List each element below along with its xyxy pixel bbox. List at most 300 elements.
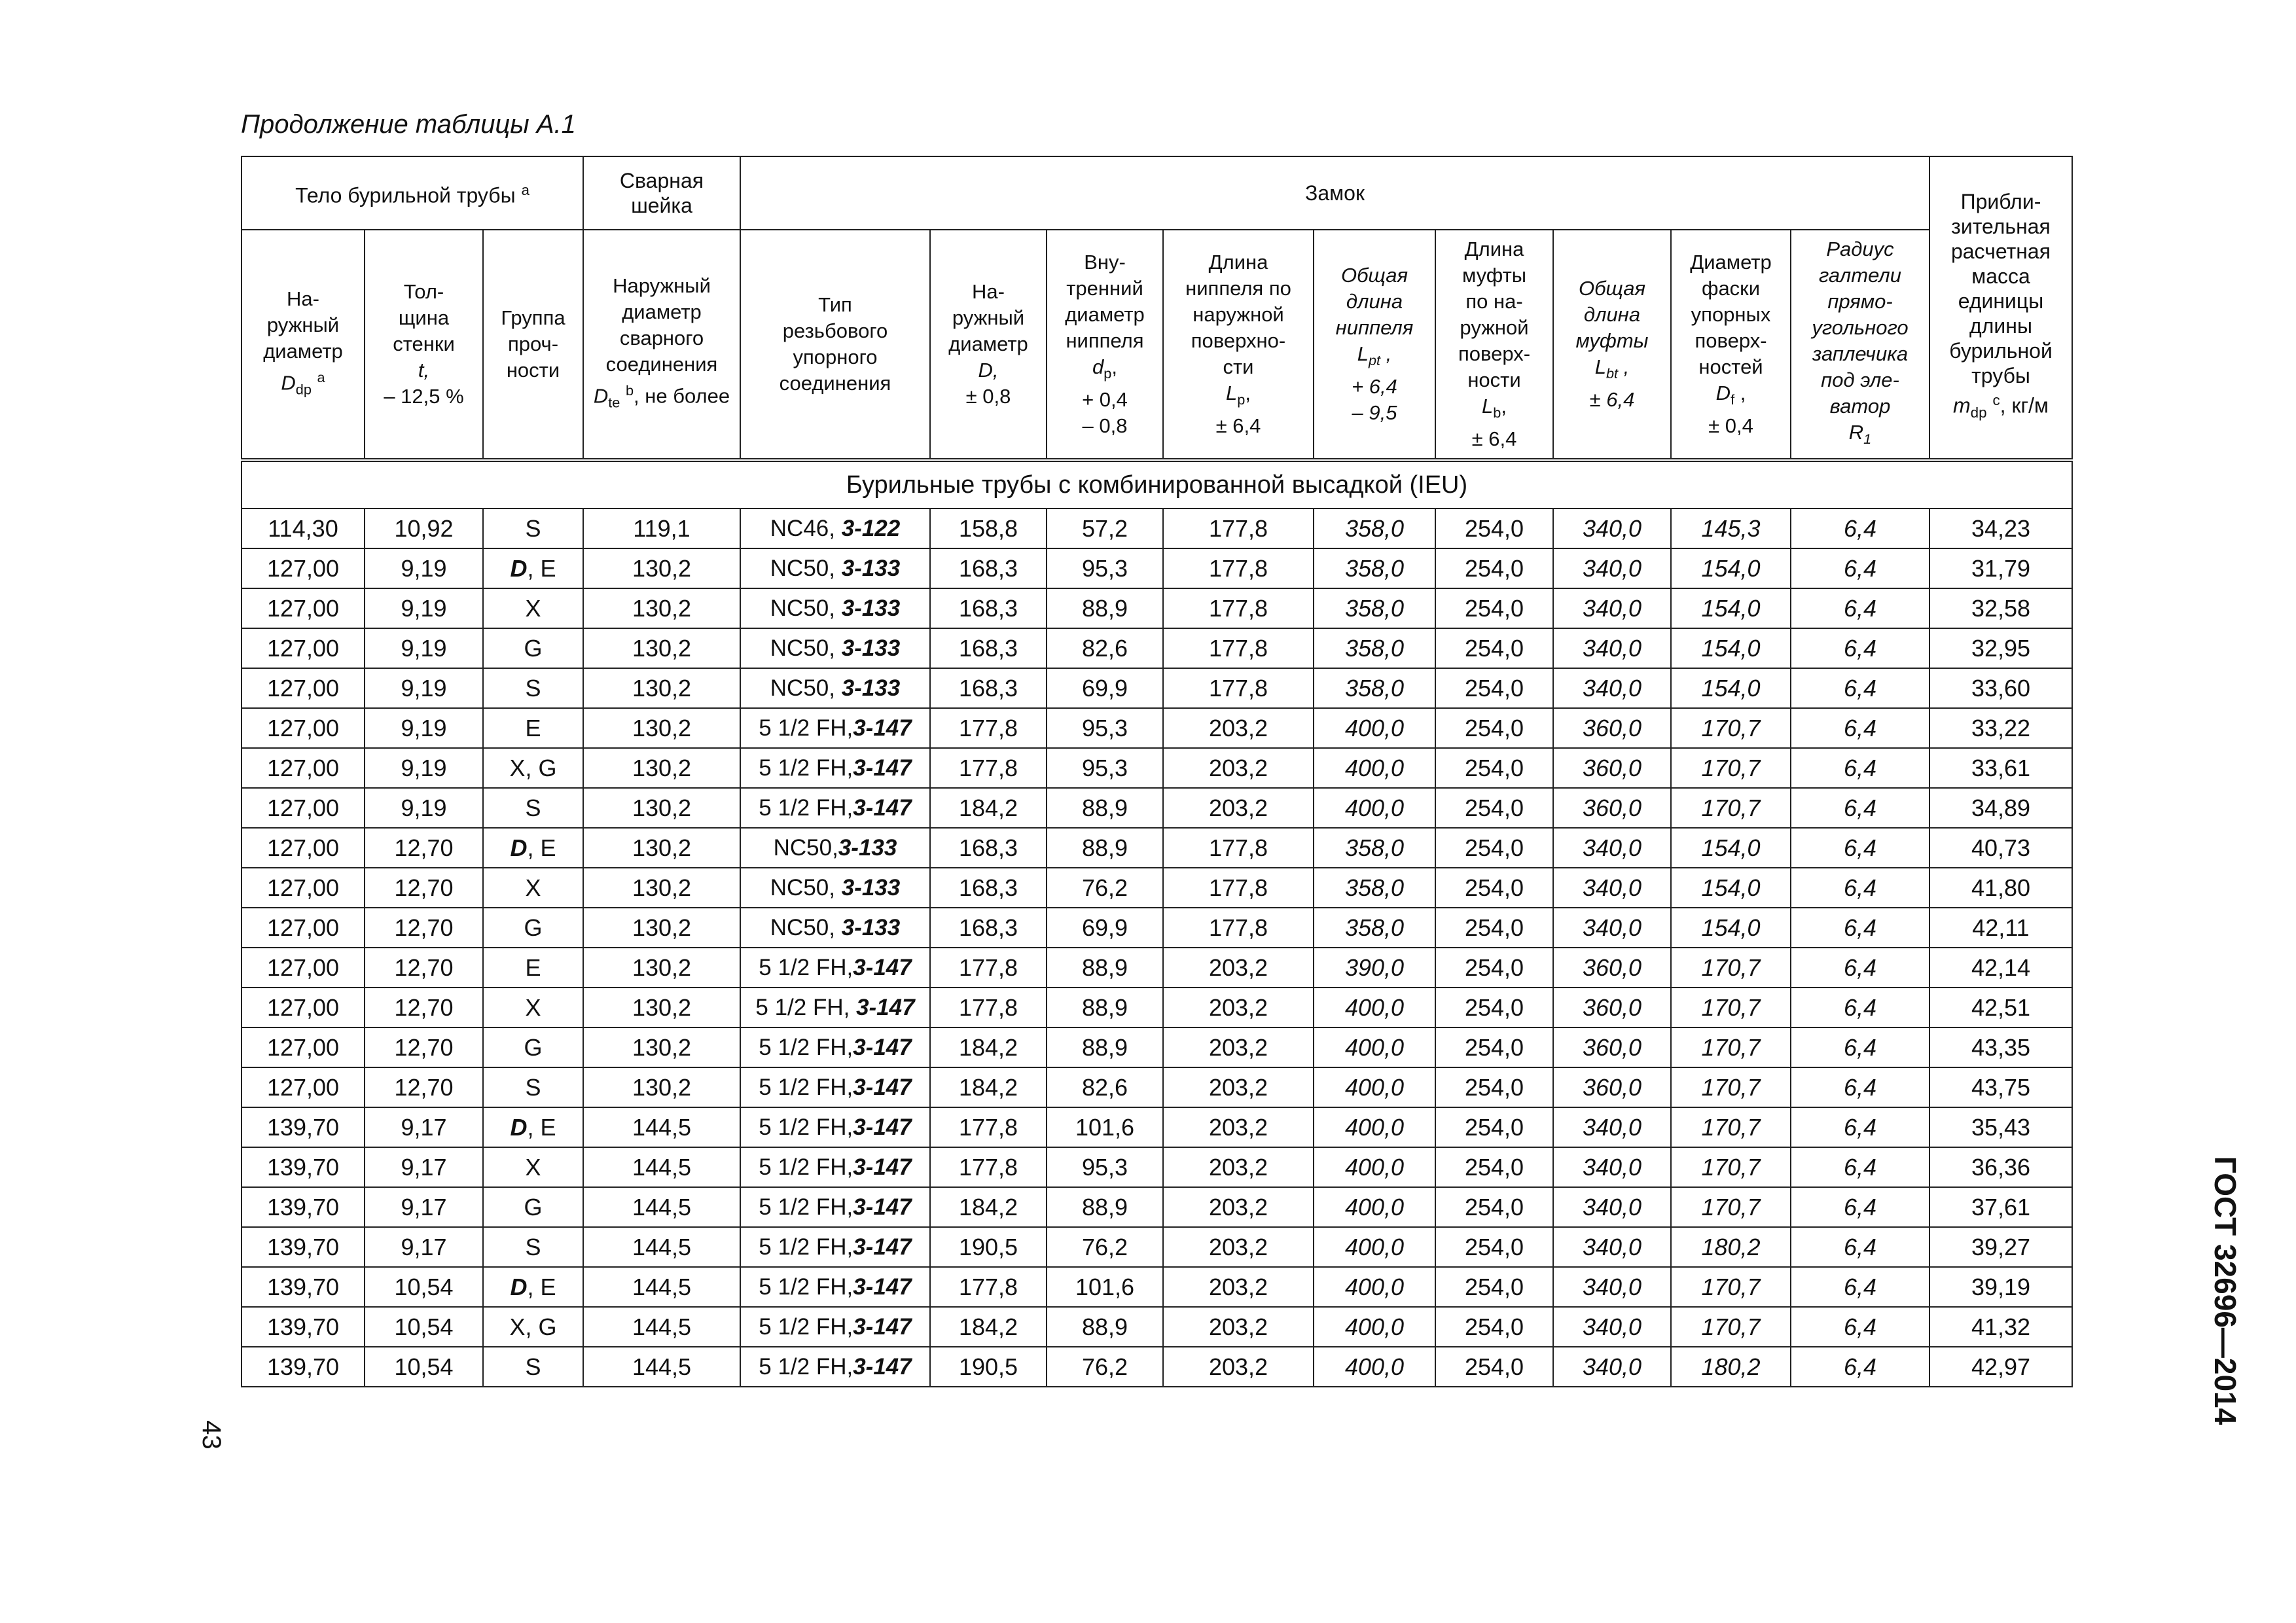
cell-bevel-diameter: 170,7 <box>1671 1027 1791 1067</box>
cell-lock-diameter: 168,3 <box>930 668 1047 708</box>
cell-wall-thickness: 9,17 <box>365 1187 483 1227</box>
cell-pin-total-length: 358,0 <box>1314 668 1435 708</box>
cell-mass: 42,97 <box>1929 1347 2072 1387</box>
cell-inner-diameter: 88,9 <box>1047 1187 1163 1227</box>
cell-pin-total-length: 358,0 <box>1314 508 1435 548</box>
cell-box-total-length: 340,0 <box>1553 908 1671 948</box>
header-thread-type: Тип резьбового упорного соединения <box>740 230 930 460</box>
table-row <box>242 1307 2072 1347</box>
cell-thread-type: 5 1/2 FH,3-147 <box>740 1227 930 1267</box>
cell-pin-total-length: 400,0 <box>1314 1107 1435 1147</box>
cell-fillet-radius: 6,4 <box>1791 908 1929 948</box>
header-strength-group: Группа проч- ности <box>483 230 583 460</box>
cell-box-total-length: 340,0 <box>1553 1267 1671 1307</box>
cell-box-total-length: 340,0 <box>1553 1307 1671 1347</box>
cell-mass: 33,61 <box>1929 748 2072 788</box>
cell-strength-group: G <box>483 1187 583 1227</box>
cell-bevel-diameter: 170,7 <box>1671 1187 1791 1227</box>
cell-box-length: 254,0 <box>1435 708 1553 748</box>
cell-box-length: 254,0 <box>1435 828 1553 868</box>
cell-box-total-length: 360,0 <box>1553 948 1671 988</box>
cell-strength-group: S <box>483 668 583 708</box>
table-row <box>242 508 2072 548</box>
cell-bevel-diameter: 154,0 <box>1671 548 1791 588</box>
cell-pin-length: 177,8 <box>1163 508 1314 548</box>
cell-bevel-diameter: 154,0 <box>1671 868 1791 908</box>
cell-thread-type: NC50, 3-133 <box>740 668 930 708</box>
cell-inner-diameter: 82,6 <box>1047 628 1163 668</box>
cell-box-total-length: 340,0 <box>1553 1347 1671 1387</box>
cell-mass: 32,95 <box>1929 628 2072 668</box>
cell-lock-diameter: 168,3 <box>930 828 1047 868</box>
cell-pin-total-length: 400,0 <box>1314 988 1435 1027</box>
cell-wall-thickness: 9,19 <box>365 748 483 788</box>
cell-mass: 37,61 <box>1929 1187 2072 1227</box>
cell-lock-diameter: 177,8 <box>930 748 1047 788</box>
cell-weld-diameter: 130,2 <box>583 868 740 908</box>
cell-mass: 42,11 <box>1929 908 2072 948</box>
cell-strength-group: D, E <box>483 1107 583 1147</box>
table-row <box>242 588 2072 628</box>
cell-weld-diameter: 130,2 <box>583 1027 740 1067</box>
cell-bevel-diameter: 170,7 <box>1671 1067 1791 1107</box>
cell-weld-diameter: 130,2 <box>583 948 740 988</box>
cell-thread-type: NC50, 3-133 <box>740 908 930 948</box>
cell-inner-diameter: 88,9 <box>1047 588 1163 628</box>
cell-pin-length: 177,8 <box>1163 828 1314 868</box>
cell-strength-group: G <box>483 628 583 668</box>
cell-strength-group: D, E <box>483 1267 583 1307</box>
cell-outer-diameter: 127,00 <box>242 708 365 748</box>
cell-fillet-radius: 6,4 <box>1791 828 1929 868</box>
cell-outer-diameter: 114,30 <box>242 508 365 548</box>
cell-weld-diameter: 130,2 <box>583 588 740 628</box>
cell-bevel-diameter: 180,2 <box>1671 1227 1791 1267</box>
cell-box-total-length: 340,0 <box>1553 628 1671 668</box>
cell-wall-thickness: 9,17 <box>365 1227 483 1267</box>
cell-box-total-length: 340,0 <box>1553 1227 1671 1267</box>
cell-thread-type: 5 1/2 FH,3-147 <box>740 1187 930 1227</box>
cell-outer-diameter: 127,00 <box>242 908 365 948</box>
cell-pin-total-length: 400,0 <box>1314 748 1435 788</box>
header-lock-diameter: На- ружный диаметр D, ± 0,8 <box>930 230 1047 460</box>
cell-pin-total-length: 358,0 <box>1314 828 1435 868</box>
cell-outer-diameter: 127,00 <box>242 588 365 628</box>
cell-box-length: 254,0 <box>1435 788 1553 828</box>
cell-pin-length: 203,2 <box>1163 948 1314 988</box>
table-row <box>242 748 2072 788</box>
cell-outer-diameter: 139,70 <box>242 1187 365 1227</box>
cell-inner-diameter: 88,9 <box>1047 988 1163 1027</box>
cell-strength-group: D, E <box>483 548 583 588</box>
cell-box-length: 254,0 <box>1435 1267 1553 1307</box>
cell-wall-thickness: 12,70 <box>365 868 483 908</box>
cell-mass: 43,35 <box>1929 1027 2072 1067</box>
table-row <box>242 948 2072 988</box>
cell-wall-thickness: 9,19 <box>365 628 483 668</box>
cell-wall-thickness: 12,70 <box>365 1027 483 1067</box>
cell-pin-total-length: 400,0 <box>1314 1187 1435 1227</box>
cell-bevel-diameter: 170,7 <box>1671 988 1791 1027</box>
cell-box-total-length: 340,0 <box>1553 508 1671 548</box>
cell-outer-diameter: 127,00 <box>242 988 365 1027</box>
cell-outer-diameter: 127,00 <box>242 788 365 828</box>
cell-strength-group: X <box>483 588 583 628</box>
cell-lock-diameter: 168,3 <box>930 628 1047 668</box>
cell-inner-diameter: 57,2 <box>1047 508 1163 548</box>
cell-lock-diameter: 177,8 <box>930 948 1047 988</box>
cell-box-length: 254,0 <box>1435 1147 1553 1187</box>
cell-outer-diameter: 139,70 <box>242 1307 365 1347</box>
cell-wall-thickness: 10,92 <box>365 508 483 548</box>
cell-wall-thickness: 12,70 <box>365 1067 483 1107</box>
cell-box-total-length: 340,0 <box>1553 668 1671 708</box>
cell-mass: 34,23 <box>1929 508 2072 548</box>
cell-thread-type: 5 1/2 FH,3-147 <box>740 1347 930 1387</box>
cell-inner-diameter: 69,9 <box>1047 908 1163 948</box>
cell-bevel-diameter: 154,0 <box>1671 908 1791 948</box>
cell-weld-diameter: 130,2 <box>583 748 740 788</box>
cell-weld-diameter: 144,5 <box>583 1227 740 1267</box>
cell-outer-diameter: 127,00 <box>242 548 365 588</box>
cell-outer-diameter: 127,00 <box>242 668 365 708</box>
cell-fillet-radius: 6,4 <box>1791 668 1929 708</box>
cell-wall-thickness: 9,19 <box>365 588 483 628</box>
cell-pin-total-length: 390,0 <box>1314 948 1435 988</box>
cell-box-length: 254,0 <box>1435 1107 1553 1147</box>
cell-weld-diameter: 144,5 <box>583 1347 740 1387</box>
cell-lock-diameter: 177,8 <box>930 1107 1047 1147</box>
cell-box-length: 254,0 <box>1435 1027 1553 1067</box>
cell-weld-diameter: 130,2 <box>583 548 740 588</box>
cell-strength-group: X, G <box>483 1307 583 1347</box>
cell-bevel-diameter: 145,3 <box>1671 508 1791 548</box>
cell-pin-length: 203,2 <box>1163 1067 1314 1107</box>
header-box-total-length: Общая длина муфты $L_{bt}$ , ± 6,4 <box>1553 230 1671 460</box>
table-row <box>242 1227 2072 1267</box>
cell-pin-length: 177,8 <box>1163 868 1314 908</box>
cell-wall-thickness: 12,70 <box>365 908 483 948</box>
cell-outer-diameter: 139,70 <box>242 1147 365 1187</box>
cell-pin-total-length: 400,0 <box>1314 1347 1435 1387</box>
cell-outer-diameter: 127,00 <box>242 948 365 988</box>
cell-outer-diameter: 139,70 <box>242 1347 365 1387</box>
cell-bevel-diameter: 170,7 <box>1671 788 1791 828</box>
table-caption: Продолжение таблицы А.1 <box>241 110 576 139</box>
cell-lock-diameter: 184,2 <box>930 788 1047 828</box>
cell-box-length: 254,0 <box>1435 748 1553 788</box>
cell-weld-diameter: 130,2 <box>583 988 740 1027</box>
cell-weld-diameter: 130,2 <box>583 908 740 948</box>
header-tool-joint: Замок <box>740 156 1929 230</box>
cell-inner-diameter: 82,6 <box>1047 1067 1163 1107</box>
cell-strength-group: S <box>483 1227 583 1267</box>
cell-bevel-diameter: 170,7 <box>1671 948 1791 988</box>
cell-inner-diameter: 101,6 <box>1047 1107 1163 1147</box>
cell-strength-group: E <box>483 708 583 748</box>
cell-strength-group: G <box>483 908 583 948</box>
cell-pin-length: 203,2 <box>1163 1187 1314 1227</box>
cell-fillet-radius: 6,4 <box>1791 1347 1929 1387</box>
cell-box-length: 254,0 <box>1435 628 1553 668</box>
cell-pin-length: 203,2 <box>1163 1147 1314 1187</box>
cell-inner-diameter: 76,2 <box>1047 868 1163 908</box>
cell-box-length: 254,0 <box>1435 548 1553 588</box>
cell-pin-total-length: 400,0 <box>1314 1307 1435 1347</box>
cell-pin-total-length: 358,0 <box>1314 908 1435 948</box>
cell-fillet-radius: 6,4 <box>1791 1187 1929 1227</box>
cell-box-length: 254,0 <box>1435 508 1553 548</box>
cell-fillet-radius: 6,4 <box>1791 988 1929 1027</box>
cell-fillet-radius: 6,4 <box>1791 788 1929 828</box>
cell-bevel-diameter: 170,7 <box>1671 1267 1791 1307</box>
cell-wall-thickness: 9,19 <box>365 548 483 588</box>
cell-box-total-length: 360,0 <box>1553 708 1671 748</box>
table-row <box>242 628 2072 668</box>
cell-mass: 41,32 <box>1929 1307 2072 1347</box>
cell-wall-thickness: 9,19 <box>365 788 483 828</box>
cell-outer-diameter: 127,00 <box>242 828 365 868</box>
cell-inner-diameter: 69,9 <box>1047 668 1163 708</box>
cell-mass: 41,80 <box>1929 868 2072 908</box>
cell-pin-length: 203,2 <box>1163 1307 1314 1347</box>
table-row <box>242 548 2072 588</box>
cell-box-total-length: 340,0 <box>1553 588 1671 628</box>
cell-thread-type: NC50, 3-133 <box>740 868 930 908</box>
cell-fillet-radius: 6,4 <box>1791 1267 1929 1307</box>
header-wall-thickness: Тол- щина стенки t, – 12,5 % <box>365 230 483 460</box>
table-row <box>242 1107 2072 1147</box>
cell-pin-total-length: 358,0 <box>1314 588 1435 628</box>
header-bevel-diameter: Диаметр фаски упорных поверх- ностей $D_f$ , ± 0,4 <box>1671 230 1791 460</box>
cell-box-length: 254,0 <box>1435 588 1553 628</box>
cell-thread-type: NC50, 3-133 <box>740 628 930 668</box>
cell-bevel-diameter: 154,0 <box>1671 628 1791 668</box>
cell-pin-total-length: 400,0 <box>1314 1267 1435 1307</box>
cell-pin-length: 177,8 <box>1163 628 1314 668</box>
cell-thread-type: 5 1/2 FH,3-147 <box>740 948 930 988</box>
cell-fillet-radius: 6,4 <box>1791 548 1929 588</box>
table-row <box>242 1147 2072 1187</box>
cell-thread-type: 5 1/2 FH,3-147 <box>740 1107 930 1147</box>
cell-wall-thickness: 12,70 <box>365 948 483 988</box>
cell-pin-total-length: 400,0 <box>1314 1227 1435 1267</box>
cell-box-length: 254,0 <box>1435 868 1553 908</box>
cell-bevel-diameter: 154,0 <box>1671 828 1791 868</box>
cell-outer-diameter: 139,70 <box>242 1267 365 1307</box>
cell-wall-thickness: 12,70 <box>365 988 483 1027</box>
cell-strength-group: S <box>483 1067 583 1107</box>
cell-strength-group: X <box>483 868 583 908</box>
header-weld-neck: Сварная шейка <box>583 156 740 230</box>
cell-bevel-diameter: 180,2 <box>1671 1347 1791 1387</box>
cell-inner-diameter: 88,9 <box>1047 948 1163 988</box>
cell-strength-group: X, G <box>483 748 583 788</box>
cell-thread-type: NC50,3-133 <box>740 828 930 868</box>
header-outer-diameter: На- ружный диаметр $D_{dp}$ $^a$ <box>242 230 365 460</box>
cell-pin-total-length: 358,0 <box>1314 548 1435 588</box>
cell-wall-thickness: 9,17 <box>365 1107 483 1147</box>
table-row <box>242 1027 2072 1067</box>
cell-box-total-length: 360,0 <box>1553 988 1671 1027</box>
cell-bevel-diameter: 154,0 <box>1671 668 1791 708</box>
table-row <box>242 988 2072 1027</box>
cell-outer-diameter: 127,00 <box>242 628 365 668</box>
cell-wall-thickness: 9,19 <box>365 708 483 748</box>
cell-box-length: 254,0 <box>1435 1227 1553 1267</box>
cell-lock-diameter: 177,8 <box>930 1147 1047 1187</box>
cell-strength-group: S <box>483 788 583 828</box>
cell-pin-total-length: 400,0 <box>1314 1147 1435 1187</box>
table-row <box>242 1267 2072 1307</box>
cell-mass: 33,22 <box>1929 708 2072 748</box>
cell-weld-diameter: 130,2 <box>583 788 740 828</box>
cell-thread-type: 5 1/2 FH,3-147 <box>740 1267 930 1307</box>
cell-fillet-radius: 6,4 <box>1791 628 1929 668</box>
header-pin-length: Длина ниппеля по наружной поверхно- сти $L_p$, ± 6,4 <box>1163 230 1314 460</box>
cell-fillet-radius: 6,4 <box>1791 1227 1929 1267</box>
cell-box-length: 254,0 <box>1435 1187 1553 1227</box>
cell-lock-diameter: 168,3 <box>930 908 1047 948</box>
cell-pin-total-length: 400,0 <box>1314 1027 1435 1067</box>
cell-strength-group: S <box>483 508 583 548</box>
header-inner-diameter: Вну- тренний диаметр ниппеля $d_p$, + 0,4 – 0,8 <box>1047 230 1163 460</box>
cell-fillet-radius: 6,4 <box>1791 748 1929 788</box>
cell-outer-diameter: 127,00 <box>242 1067 365 1107</box>
header-pin-total-length: Общая длина ниппеля $L_{pt}$ , + 6,4 – 9,5 <box>1314 230 1435 460</box>
cell-mass: 32,58 <box>1929 588 2072 628</box>
cell-thread-type: 5 1/2 FH,3-147 <box>740 1027 930 1067</box>
cell-fillet-radius: 6,4 <box>1791 588 1929 628</box>
cell-pin-length: 203,2 <box>1163 708 1314 748</box>
cell-strength-group: X <box>483 988 583 1027</box>
cell-fillet-radius: 6,4 <box>1791 1107 1929 1147</box>
cell-lock-diameter: 190,5 <box>930 1347 1047 1387</box>
cell-mass: 39,27 <box>1929 1227 2072 1267</box>
cell-inner-diameter: 88,9 <box>1047 1027 1163 1067</box>
cell-outer-diameter: 139,70 <box>242 1227 365 1267</box>
section-title: Бурильные трубы с комбинированной высадкой (IEU) <box>242 460 2072 508</box>
cell-thread-type: 5 1/2 FH,3-147 <box>740 1307 930 1347</box>
cell-bevel-diameter: 170,7 <box>1671 1107 1791 1147</box>
table-row <box>242 828 2072 868</box>
cell-inner-diameter: 88,9 <box>1047 1307 1163 1347</box>
cell-strength-group: E <box>483 948 583 988</box>
cell-pin-length: 177,8 <box>1163 548 1314 588</box>
cell-mass: 40,73 <box>1929 828 2072 868</box>
cell-wall-thickness: 12,70 <box>365 828 483 868</box>
table-row <box>242 868 2072 908</box>
cell-weld-diameter: 130,2 <box>583 708 740 748</box>
cell-lock-diameter: 184,2 <box>930 1187 1047 1227</box>
cell-thread-type: NC50, 3-133 <box>740 548 930 588</box>
cell-mass: 34,89 <box>1929 788 2072 828</box>
cell-weld-diameter: 130,2 <box>583 828 740 868</box>
cell-bevel-diameter: 170,7 <box>1671 748 1791 788</box>
cell-thread-type: 5 1/2 FH, 3-147 <box>740 988 930 1027</box>
cell-box-length: 254,0 <box>1435 668 1553 708</box>
cell-bevel-diameter: 170,7 <box>1671 1307 1791 1347</box>
cell-mass: 36,36 <box>1929 1147 2072 1187</box>
cell-pin-length: 203,2 <box>1163 1027 1314 1067</box>
cell-weld-diameter: 144,5 <box>583 1187 740 1227</box>
cell-fillet-radius: 6,4 <box>1791 948 1929 988</box>
cell-pin-length: 203,2 <box>1163 1267 1314 1307</box>
cell-inner-diameter: 76,2 <box>1047 1347 1163 1387</box>
cell-pin-length: 203,2 <box>1163 1107 1314 1147</box>
cell-box-total-length: 360,0 <box>1553 1067 1671 1107</box>
cell-inner-diameter: 95,3 <box>1047 1147 1163 1187</box>
cell-inner-diameter: 95,3 <box>1047 708 1163 748</box>
cell-outer-diameter: 127,00 <box>242 868 365 908</box>
cell-fillet-radius: 6,4 <box>1791 708 1929 748</box>
cell-fillet-radius: 6,4 <box>1791 1067 1929 1107</box>
cell-pin-length: 203,2 <box>1163 1347 1314 1387</box>
cell-bevel-diameter: 154,0 <box>1671 588 1791 628</box>
table-row <box>242 708 2072 748</box>
cell-mass: 35,43 <box>1929 1107 2072 1147</box>
table-row <box>242 1187 2072 1227</box>
cell-lock-diameter: 184,2 <box>930 1027 1047 1067</box>
cell-thread-type: NC50, 3-133 <box>740 588 930 628</box>
cell-box-length: 254,0 <box>1435 988 1553 1027</box>
cell-weld-diameter: 119,1 <box>583 508 740 548</box>
cell-box-total-length: 360,0 <box>1553 1027 1671 1067</box>
cell-fillet-radius: 6,4 <box>1791 1027 1929 1067</box>
cell-box-total-length: 340,0 <box>1553 1187 1671 1227</box>
cell-inner-diameter: 88,9 <box>1047 828 1163 868</box>
cell-lock-diameter: 177,8 <box>930 1267 1047 1307</box>
cell-wall-thickness: 9,17 <box>365 1147 483 1187</box>
cell-inner-diameter: 88,9 <box>1047 788 1163 828</box>
cell-pin-length: 203,2 <box>1163 988 1314 1027</box>
cell-pin-total-length: 400,0 <box>1314 1067 1435 1107</box>
cell-weld-diameter: 144,5 <box>583 1307 740 1347</box>
cell-thread-type: NC46, 3-122 <box>740 508 930 548</box>
cell-box-total-length: 340,0 <box>1553 1147 1671 1187</box>
cell-pin-length: 177,8 <box>1163 908 1314 948</box>
cell-mass: 43,75 <box>1929 1067 2072 1107</box>
cell-weld-diameter: 130,2 <box>583 668 740 708</box>
cell-outer-diameter: 139,70 <box>242 1107 365 1147</box>
cell-thread-type: 5 1/2 FH,3-147 <box>740 1067 930 1107</box>
cell-box-length: 254,0 <box>1435 1347 1553 1387</box>
cell-mass: 31,79 <box>1929 548 2072 588</box>
cell-box-total-length: 360,0 <box>1553 788 1671 828</box>
cell-pin-total-length: 358,0 <box>1314 628 1435 668</box>
cell-thread-type: 5 1/2 FH,3-147 <box>740 1147 930 1187</box>
cell-weld-diameter: 144,5 <box>583 1107 740 1147</box>
cell-box-length: 254,0 <box>1435 1307 1553 1347</box>
cell-lock-diameter: 184,2 <box>930 1067 1047 1107</box>
table-row <box>242 668 2072 708</box>
cell-inner-diameter: 95,3 <box>1047 748 1163 788</box>
standard-label: ГОСТ 32696—2014 <box>2208 1156 2243 1425</box>
cell-weld-diameter: 144,5 <box>583 1147 740 1187</box>
cell-pin-total-length: 400,0 <box>1314 788 1435 828</box>
cell-thread-type: 5 1/2 FH,3-147 <box>740 748 930 788</box>
cell-pin-length: 203,2 <box>1163 1227 1314 1267</box>
cell-box-total-length: 340,0 <box>1553 1107 1671 1147</box>
cell-lock-diameter: 168,3 <box>930 588 1047 628</box>
cell-bevel-diameter: 170,7 <box>1671 1147 1791 1187</box>
header-box-length: Длина муфты по на- ружной поверх- ности $L_b$, ± 6,4 <box>1435 230 1553 460</box>
cell-box-length: 254,0 <box>1435 1067 1553 1107</box>
cell-pin-length: 177,8 <box>1163 668 1314 708</box>
cell-lock-diameter: 158,8 <box>930 508 1047 548</box>
header-mass: Прибли- зительная расчетная масса единицы длины бурильной трубы $m_{dp}$ $^c$, кг/м <box>1929 156 2072 460</box>
cell-bevel-diameter: 170,7 <box>1671 708 1791 748</box>
